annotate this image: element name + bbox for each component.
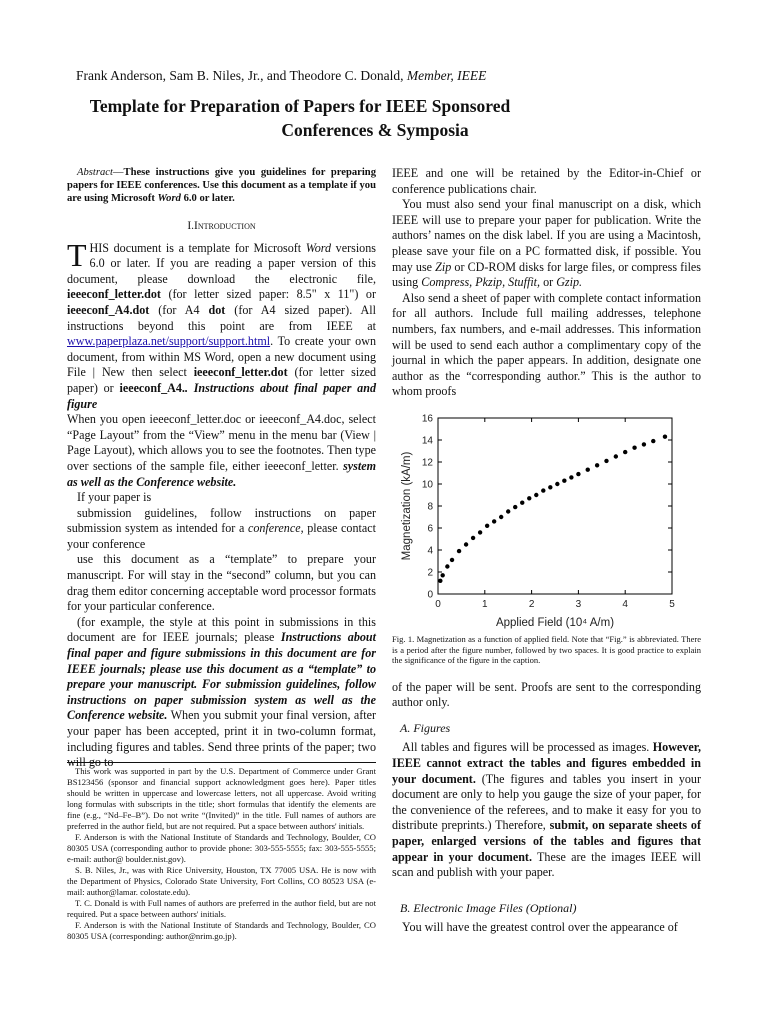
right-p5c: (The figures and tables you insert in your document are only to help you gauge the size of your paper, for the convenience of the referees, and to make it easy for you to distribute preprints.) Therefore, bbox=[392, 771, 701, 833]
y-tick-label: 0 bbox=[427, 589, 433, 601]
y-tick-label: 2 bbox=[427, 567, 433, 579]
data-point bbox=[485, 524, 489, 528]
abstract-dash: — bbox=[112, 167, 124, 178]
author-membership: Member, IEEE bbox=[406, 68, 487, 83]
y-tick-label: 6 bbox=[427, 523, 433, 535]
right-p5b: However, IEEE cannot extract the tables and figures embedded in your document. bbox=[392, 740, 701, 786]
data-point bbox=[651, 439, 655, 443]
x-axis-label: Applied Field (10⁴ A/m) bbox=[495, 616, 615, 629]
data-point bbox=[595, 463, 599, 467]
right-p2c: or bbox=[543, 275, 554, 290]
data-point bbox=[576, 472, 580, 476]
right-paragraph-3: Also send a sheet of paper with complete contact information for all authors. Include full mailing addresses, telephone numbers, fax numbers, and e-mail addresses. This information will be used to send each author a complimentary copy of the journal in which the paper appears. In addition, designate one author as the “corresponding author.” This is the author to whom proofs bbox=[392, 290, 701, 399]
y-tick-label: 10 bbox=[421, 479, 433, 491]
right-paragraph-5 bbox=[392, 740, 701, 880]
data-point bbox=[548, 485, 552, 489]
left-column bbox=[67, 166, 376, 771]
intro-paragraph-3: If your paper is bbox=[77, 490, 152, 505]
abstract-word: Word bbox=[157, 193, 181, 204]
intro-p6b: Instructions about final paper and figure submissions in this document are for IEEE journals; please use this document as a “template” to prepare your manuscript. For submission guidelines, follow instructions on paper submission system as well as the Conference website. bbox=[67, 630, 377, 723]
file-letter-2: ieeeconf_letter.dot bbox=[193, 365, 288, 380]
abstract bbox=[67, 166, 376, 205]
data-point bbox=[642, 442, 646, 446]
data-point bbox=[586, 467, 590, 471]
data-point bbox=[562, 478, 566, 482]
footnote-5: F. Anderson is with the National Institute of Standards and Technology, Boulder, CO 80305 USA (corresponding: author@nrim.go.jp). bbox=[67, 920, 376, 941]
x-tick-label: 0 bbox=[435, 598, 441, 610]
intro-paragraph-2 bbox=[67, 412, 376, 490]
data-point bbox=[632, 445, 636, 449]
y-tick-label: 14 bbox=[421, 435, 433, 447]
x-tick-label: 5 bbox=[669, 598, 675, 610]
caption-label: Fig. 1. bbox=[392, 633, 415, 644]
data-point bbox=[520, 500, 524, 504]
intro-p4b: please contact your conference bbox=[67, 521, 376, 551]
right-p5e: These are the images IEEE will scan and publish with your paper. bbox=[392, 849, 701, 880]
intro-p4-conf: conference, bbox=[247, 521, 304, 536]
footnote-2: F. Anderson is with the National Institute of Standards and Technology, Boulder, CO 80305 USA (corresponding author to provide phone: 303-555-5555; fax: 303-555-5555; e-mail: author@ boulder.nist.gov). bbox=[67, 832, 376, 864]
intro-p1a: HIS document is a template for Microsoft bbox=[89, 240, 302, 255]
right-paragraph-2 bbox=[392, 197, 701, 291]
data-point bbox=[541, 488, 545, 492]
right-paragraph-6: You will have the greatest control over the appearance of bbox=[402, 920, 678, 935]
footnote-4: T. C. Donald is with Full names of authors are preferred in the author field, but are not required. Put a space between authors' initials. bbox=[67, 898, 376, 919]
drop-cap: T bbox=[67, 236, 87, 273]
right-compress: Compress, Pkzip, Stuffit, bbox=[421, 275, 541, 290]
data-point bbox=[623, 450, 627, 454]
data-point bbox=[506, 509, 510, 513]
right-p2b: or CD-ROM disks for large files, or compress files using bbox=[392, 259, 701, 290]
right-gzip: Gzip. bbox=[556, 275, 583, 290]
right-zip: Zip bbox=[435, 259, 452, 274]
right-paragraph-1: IEEE and one will be retained by the Editor-in-Chief or conference publications chair. bbox=[392, 166, 701, 196]
author-line bbox=[76, 68, 716, 84]
intro-p1c: (for letter sized paper: 8.5" x 11") or bbox=[168, 287, 376, 302]
intro-paragraph-4 bbox=[67, 506, 376, 553]
data-point bbox=[569, 475, 573, 479]
footnote-1: This work was supported in part by the U.S. Department of Commerce under Grant BS123456 (sponsor and financial support acknowledgment goes here). Paper titles should be written in uppercase and lowercase letters, not all uppercase. Avoid writing long formulas with subscripts in the title; short formulas that identify the elements are fine (e.g., “Nd–Fe–B”). Do not write “(Invited)” in the title. Full names of authors are preferred in the author field, but are not required. Put a space between authors' initials. bbox=[67, 766, 376, 831]
y-axis-label: Magnetization (kA/m) bbox=[401, 451, 413, 561]
paper-title bbox=[40, 94, 560, 142]
intro-p2a: When you open ieeeconf_letter.doc or ieeeconf_A4.doc, select “Page Layout” from the “View” menu in the menu bar (View | Page Layout), which allows you to see the footnotes. Then type over sections of the sample file, either ieeeconf_letter. bbox=[67, 412, 376, 473]
section-heading-introduction: I.Introduction bbox=[187, 220, 256, 232]
x-tick-label: 3 bbox=[575, 598, 582, 610]
right-p5d: submit, on separate sheets of paper, enlarged versions of the tables and figures that appear in your document. bbox=[392, 818, 701, 864]
data-point bbox=[457, 549, 461, 553]
file-a4-b: ieeeconf_A4. bbox=[119, 380, 185, 395]
x-tick-label: 4 bbox=[622, 598, 628, 610]
data-point bbox=[527, 496, 531, 500]
intro-p1b: versions 6.0 or later. If you are reading a paper version of this document, please download the electronic file, bbox=[67, 240, 376, 286]
x-tick-label: 1 bbox=[482, 598, 488, 610]
figure-1 bbox=[392, 410, 701, 630]
data-point bbox=[534, 493, 538, 497]
right-p2a: You must also send your final manuscript on a disk, which IEEE will use to prepare your paper for publication. Write the authors’ names on the disk label. If you are using a Macintosh, please save your file on a PC formatted disk, if possible. You may use bbox=[392, 197, 701, 274]
y-tick-label: 16 bbox=[421, 413, 433, 425]
file-a4: ieeeconf_A4.dot bbox=[67, 302, 150, 317]
magnetization-chart bbox=[392, 410, 692, 630]
data-point bbox=[604, 459, 608, 463]
caption-text: Magnetization as a function of applied field. Note that “Fig.” is abbreviated. There is a period after the figure number, followed by two spaces. It is good practice to explain the significance of the figure in the caption. bbox=[392, 633, 701, 666]
file-letter: ieeeconf_letter.dot bbox=[67, 287, 161, 302]
data-point bbox=[513, 505, 517, 509]
x-tick-label: 2 bbox=[528, 598, 535, 610]
title-line-1: Template for Preparation of Papers for IEEE Sponsored bbox=[89, 96, 511, 116]
intro-p4a: submission guidelines, follow instructions on paper submission system as intended for a bbox=[67, 505, 376, 536]
abstract-label: Abstract bbox=[77, 167, 113, 178]
subsection-heading-electronic-image-files: B. Electronic Image Files (Optional) bbox=[400, 900, 577, 915]
abstract-text-2: 6.0 or later. bbox=[183, 193, 235, 204]
author-names: Frank Anderson, Sam B. Niles, Jr., and Theodore C. Donald, bbox=[76, 68, 404, 83]
data-point bbox=[663, 434, 667, 438]
data-point bbox=[478, 530, 482, 534]
data-point bbox=[445, 564, 449, 568]
intro-p1g: (for letter sized paper) or bbox=[67, 365, 376, 395]
data-point bbox=[440, 573, 444, 577]
data-point bbox=[438, 579, 442, 583]
data-point bbox=[614, 454, 618, 458]
data-point bbox=[464, 542, 468, 546]
intro-paragraph-5: use this document as a “template” to prepare your manuscript. For will stay in the “second” column, but you can drag them editor concerning acceptable word processor formats for your particular conference. bbox=[67, 552, 376, 614]
right-paragraph-4: of the paper will be sent. Proofs are sent to the corresponding author only. bbox=[392, 679, 701, 710]
title-line-2: Conferences & Symposia bbox=[281, 120, 469, 140]
support-link[interactable]: www.paperplaza.net/support/support.html bbox=[67, 334, 271, 349]
intro-dot: dot bbox=[208, 302, 226, 317]
intro-p2b: system as well as the Conference website. bbox=[67, 458, 376, 489]
intro-p1-word: Word bbox=[305, 240, 332, 255]
intro-paragraph-1 bbox=[67, 236, 377, 413]
data-point bbox=[499, 515, 503, 519]
data-point bbox=[492, 519, 496, 523]
intro-p1f: . To create your own document, from within MS Word, open a new document using File | New then select bbox=[67, 334, 376, 380]
intro-p1h: . Instructions about final paper and figure bbox=[67, 380, 377, 411]
y-tick-label: 4 bbox=[427, 545, 433, 557]
intro-p1e: (for A4 sized paper). All instructions beyond this point are from IEEE at bbox=[67, 302, 376, 333]
y-tick-label: 8 bbox=[427, 501, 433, 513]
intro-p1d: (for A4 bbox=[158, 302, 200, 317]
plot-frame bbox=[438, 418, 672, 594]
right-p5a: All tables and figures will be processed as images. bbox=[402, 740, 650, 755]
abstract-text-1: These instructions give you guidelines for preparing papers for IEEE conferences. Use this document as a template if you are using Microsoft bbox=[67, 167, 376, 204]
subsection-heading-figures: A. Figures bbox=[400, 720, 451, 735]
intro-paragraph-6 bbox=[67, 615, 376, 771]
data-point bbox=[471, 536, 475, 540]
right-column bbox=[392, 166, 701, 936]
data-point bbox=[450, 558, 454, 562]
data-point bbox=[555, 482, 559, 486]
figure-caption bbox=[392, 634, 701, 666]
y-tick-label: 12 bbox=[421, 457, 433, 469]
intro-p6c: When you submit your final version, after your paper has been accepted, print it in two-column format, including figures and tables. Send three prints of the paper; two will go to bbox=[67, 708, 376, 770]
intro-p6a: (for example, the style at this point in submissions in this document are for IEEE journals; please bbox=[67, 614, 376, 645]
footnote-3: S. B. Niles, Jr., was with Rice University, Houston, TX 77005 USA. He is now with the Department of Physics, Colorado State University, Fort Collins, CO 80523 USA (e-mail: author@lamar. colostate.edu). bbox=[67, 865, 376, 897]
footnotes bbox=[67, 762, 376, 942]
